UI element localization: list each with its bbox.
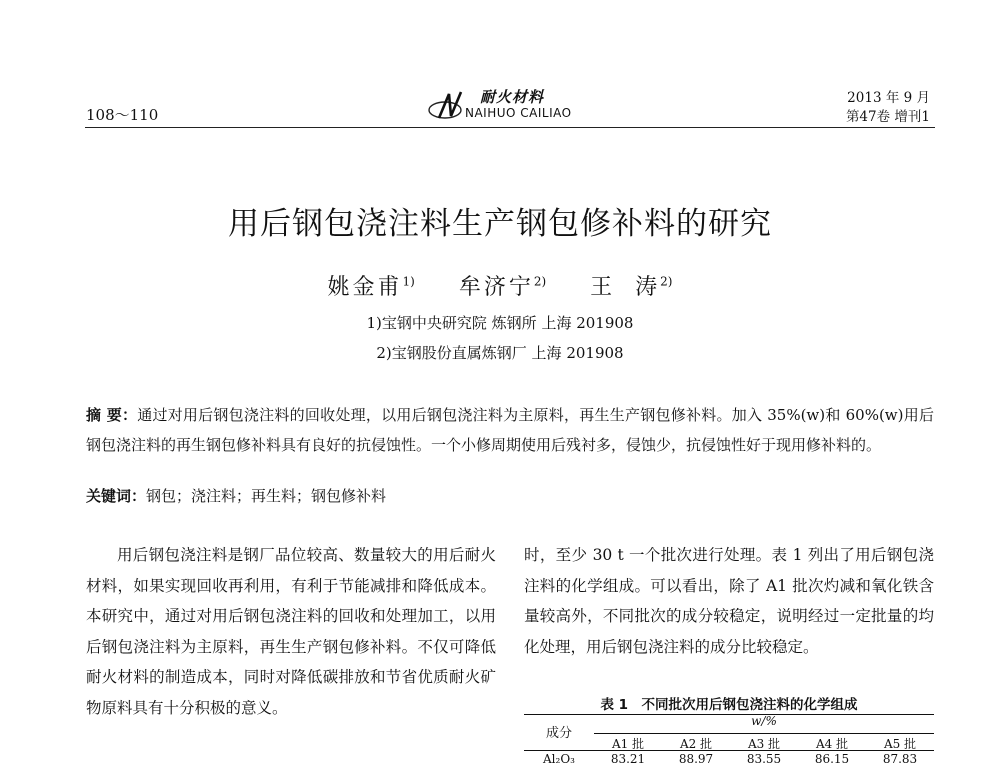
- table-cell: 83.55: [746, 752, 782, 766]
- table-header-rule: [524, 750, 934, 751]
- table-column-header: A5 批: [883, 737, 917, 751]
- table-cell: 88.97: [678, 752, 714, 766]
- table-cell: 83.21: [610, 752, 646, 766]
- table-column-header: A4 批: [815, 737, 849, 751]
- table-row-header: 成分: [545, 726, 572, 741]
- author-mark: 2): [660, 274, 673, 289]
- body-column-left: 用后钢包浇注料是钢厂品位较高、数量较大的用后耐火材料，如果实现回收再利用，有利于节能减排和降低成本。本研究中，通过对用后钢包浇注料的回收和处理加工，以用后钢包浇注料为主原料，再生生产钢包修补料。不仅可降低耐火材料的制造成本，同时对降低碳排放和节省优质耐火矿物原料具有十分积极的意义。: [86, 546, 496, 717]
- keywords-label: 关键词：: [86, 487, 147, 505]
- author-mark: 1): [402, 274, 415, 289]
- author-name: 王 涛: [590, 275, 661, 300]
- table-column-header: A2 批: [679, 737, 713, 751]
- table-column-header: A1 批: [611, 737, 645, 751]
- table-cell: 87.83: [882, 752, 918, 766]
- abstract-text: 通过对用后钢包浇注料的回收处理，以用后钢包浇注料为主原料，再生生产钢包修补料。加入 35%(w)和 60%(w)用后钢包浇注料的再生钢包修补料具有良好的抗侵蚀性。一个小修周期使用后残衬多，侵蚀少，抗侵蚀性好于现用修补料的。: [86, 406, 934, 454]
- author-mark: 2): [533, 274, 547, 289]
- table-cell: 86.15: [814, 752, 850, 766]
- affiliation: 2)宝钢股份直属炼钢厂 上海 201908: [376, 344, 624, 362]
- header-rule: [85, 127, 935, 128]
- table-column-header: A3 批: [747, 737, 781, 751]
- issue-volume: 第47卷 增刊1: [845, 109, 930, 125]
- paper-title: 用后钢包浇注料生产钢包修补料的研究: [228, 206, 772, 242]
- table-unit: w/%: [751, 714, 777, 728]
- table-caption: 表 1 不同批次用后钢包浇注料的化学组成: [600, 697, 858, 713]
- affiliation: 1)宝钢中央研究院 炼钢所 上海 201908: [366, 314, 634, 332]
- page-range: 108～110: [86, 106, 159, 124]
- journal-logo: [425, 86, 595, 124]
- author: [590, 275, 672, 300]
- author: [327, 275, 414, 300]
- author-name: 牟济宁: [458, 275, 534, 300]
- body-column-right: 时，至少 30 t 一个批次进行处理。表 1 列出了用后钢包浇注料的化学组成。可以看出，除了 A1 批次灼减和氧化铁含量较高外，不同批次的成分较稳定，说明经过一定批量的均化处理，用后钢包浇注料的成分比较稳定。: [524, 546, 934, 656]
- abstract-label: 摘 要：: [86, 406, 138, 424]
- author-list: [0, 270, 1000, 301]
- abstract: [86, 400, 934, 460]
- issue-date: 2013 年 9 月: [847, 90, 930, 106]
- journal-name-en: NAIHUO CAILIAO: [465, 106, 572, 120]
- table-mid-rule: [594, 733, 934, 734]
- author: [459, 275, 546, 300]
- table-row-label: Al₂O₃: [543, 752, 575, 766]
- keywords-text: 钢包；浇注料；再生料；钢包修补料: [146, 487, 387, 505]
- issue-info: [846, 89, 930, 127]
- keywords: [86, 481, 934, 511]
- journal-name-cn: 耐火材料: [480, 88, 545, 106]
- author-name: 姚金甫: [327, 275, 403, 300]
